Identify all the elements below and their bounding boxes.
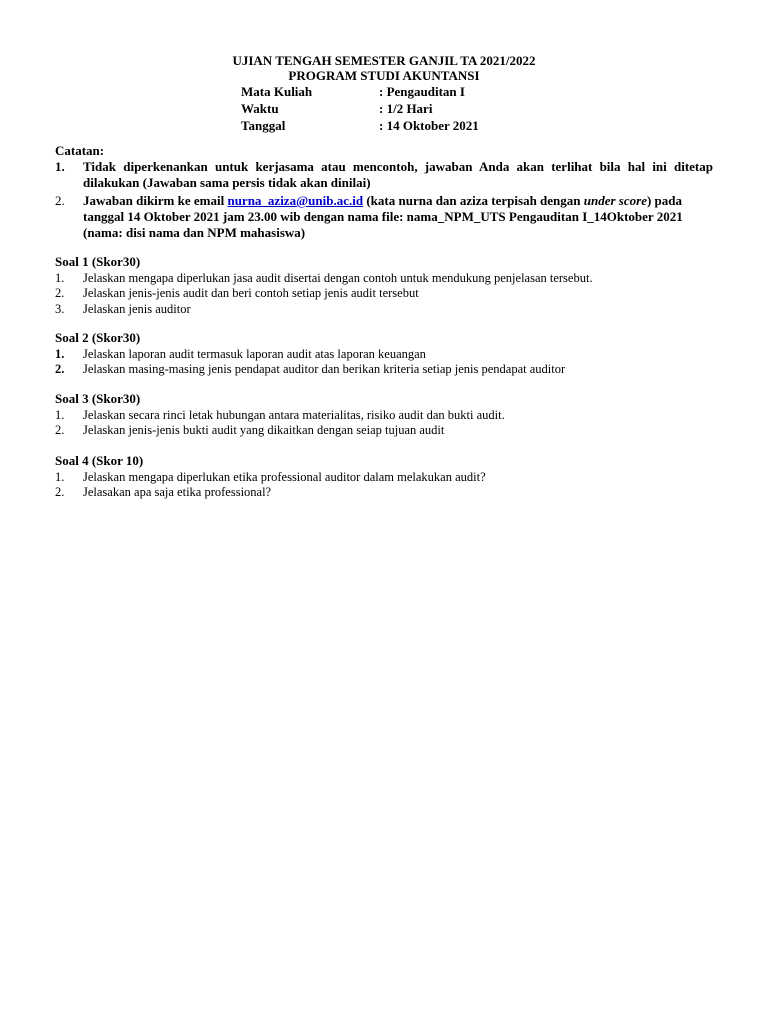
note-text-mid: (kata nurna dan aziza terpisah dengan [363,193,584,208]
soal-2-section [55,330,735,378]
meta-key: Mata Kuliah [241,84,313,99]
section-title: Soal 4 (Skor 10) [55,453,144,468]
question-number: 2. [55,423,65,437]
question-item [55,347,735,363]
question-item [55,286,735,302]
meta-row-time [241,100,479,117]
question-text: Jelaskan jenis-jenis audit dan beri contoh setiap jenis audit tersebut [83,286,419,300]
question-number: 3. [55,301,65,316]
program-title: PROGRAM STUDI AKUNTANSI [288,68,480,83]
question-number: 1. [55,270,65,285]
question-number: 1. [55,407,65,422]
note-text-italic: under score [583,193,647,208]
question-number: 2. [55,286,65,300]
meta-value: : Pengauditan I [379,84,465,99]
meta-value: : 1/2 Hari [379,101,433,116]
meta-key: Waktu [241,101,279,116]
question-item [55,423,735,439]
question-text: Jelaskan mengapa diperlukan etika professional auditor dalam melakukan audit? [83,469,486,484]
question-text: Jelaskan jenis-jenis bukti audit yang dikaitkan dengan seiap tujuan audit [83,423,445,437]
notes-section [55,143,713,241]
soal-1-section [55,254,735,317]
note-number: 2. [55,193,65,208]
question-text: Jelaskan laporan audit termasuk laporan audit atas laporan keuangan [83,346,426,361]
section-title: Soal 3 (Skor30) [55,391,141,406]
soal-3-section [55,391,735,439]
note-text-post: ) pada tanggal 14 Oktober 2021 jam 23.00 wib dengan nama file: nama_NPM_UTS Pengauditan I_14Oktober 2021 (nama: disi nama dan NPM mahasiswa) [83,193,683,240]
meta-row-course [241,83,479,100]
note-text-pre: Jawaban dikirm ke email [83,193,228,208]
exam-title: UJIAN TENGAH SEMESTER GANJIL TA 2021/2022 [232,53,536,68]
question-item [55,271,735,287]
question-item [55,408,735,424]
soal-4-section [55,453,735,501]
note-text: Tidak diperkenankan untuk kerjasama atau mencontoh, jawaban Anda akan terlihat bila hal ini ditetap dilakukan (Jawaban sama persis tidak akan dinilai) [83,159,713,190]
question-number: 2. [55,485,65,499]
question-item [55,485,735,501]
note-item-2 [55,193,713,241]
meta-value: : 14 Oktober 2021 [379,118,479,133]
note-number: 1. [55,159,65,174]
notes-title: Catatan: [55,143,105,158]
question-number: 1. [55,469,65,484]
email-link[interactable]: nurna_aziza@unib.ac.id [227,193,364,208]
question-number: 2. [55,362,65,376]
exam-meta [241,83,479,134]
question-text: Jelaskan secara rinci letak hubungan antara materialitas, risiko audit dan bukti audit. [83,407,505,422]
note-text [83,193,713,241]
question-item [55,362,735,378]
meta-key: Tanggal [241,118,286,133]
question-text: Jelaskan jenis auditor [83,301,191,316]
meta-row-date [241,117,479,134]
question-item [55,470,735,486]
section-title: Soal 1 (Skor30) [55,254,141,269]
question-text: Jelasakan apa saja etika professional? [83,485,272,499]
question-text: Jelaskan masing-masing jenis pendapat auditor dan berikan kriteria setiap jenis pendapat auditor [83,362,566,376]
exam-header [0,53,768,83]
question-text: Jelaskan mengapa diperlukan jasa audit disertai dengan contoh untuk mendukung penjelasan tersebut. [83,270,593,285]
section-title: Soal 2 (Skor30) [55,330,141,345]
question-item [55,302,735,318]
question-number: 1. [55,346,65,361]
note-item-1 [55,159,713,191]
